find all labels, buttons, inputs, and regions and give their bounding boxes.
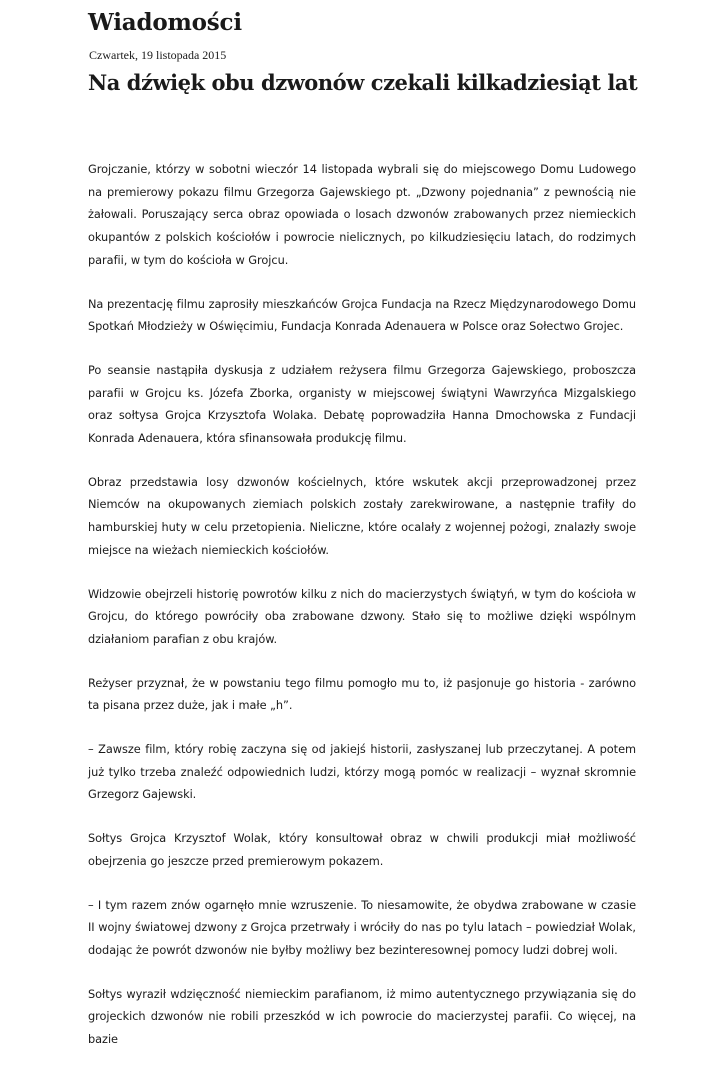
paragraph-10: Sołtys wyraził wdzięczność niemieckim parafianom, iż mimo autentycznego przywiązania się do grojeckich dzwonów nie robili przeszkód w ich powrocie do macierzystej parafii. Co więcej, na bazie <box>88 986 636 1047</box>
article-headline: Na dźwięk obu dzwonów czekali kilkadziesiąt lat <box>88 70 638 95</box>
section-title: Wiadomości <box>88 9 242 36</box>
paragraph-4: Obraz przedstawia losy dzwonów kościelnych, które wskutek akcji przeprowadzonej przez Niemców na okupowanych ziemiach polskich zostały zarekwirowane, a następnie trafiły do hamburskiej huty w celu przetopienia. Nieliczne, które ocalały z wojennej pożogi, znalazły swoje miejsce na wieżach niemieckich kościołów. <box>88 474 636 557</box>
article-date: Czwartek, 19 listopada 2015 <box>89 48 227 62</box>
paragraph-8: Sołtys Grojca Krzysztof Wolak, który konsultował obraz w chwili produkcji miał możliwość obejrzenia go jeszcze przed premierowym pokazem. <box>88 831 636 868</box>
paragraph-7: – Zawsze film, który robię zaczyna się od jakiejś historii, zasłyszanej lub przeczytanej. A potem już tylko trzeba znaleźć odpowiednich ludzi, którzy mogą pomóc w realizacji – wyznał skromnie Grzegorz Gajewski. <box>88 742 636 802</box>
paragraph-9: – I tym razem znów ogarnęło mnie wzruszenie. To niesamowite, że obydwa zrabowane w czasie II wojny światowej dzwony z Grojca przetrwały i wróciły do nas po tylu latach – powiedział Wolak, dodając że powrót dzwonów nie byłby możliwy bez bezinteresownej pomocy ludzi dobrej woli. <box>88 897 636 957</box>
paragraph-6: Reżyser przyznał, że w powstaniu tego filmu pomogło mu to, iż pasjonuje go historia - zarówno ta pisana przez duże, jak i małe „h”. <box>88 675 636 713</box>
article-body <box>88 158 636 1072</box>
paragraph-2: Na prezentację filmu zaprosiły mieszkańców Grojca Fundacja na Rzecz Międzynarodowego Domu Spotkań Młodzieży w Oświęcimiu, Fundacja Konrada Adenauera w Polsce oraz Sołectwo Grojec. <box>88 296 636 334</box>
paragraph-5: Widzowie obejrzeli historię powrotów kilku z nich do macierzystych świątyń, w tym do kościoła w Grojcu, do którego powróciły oba zrabowane dzwony. Stało się to możliwe dzięki wspólnym działaniom parafian z obu krajów. <box>88 586 636 646</box>
paragraph-3: Po seansie nastąpiła dyskusja z udziałem reżysera filmu Grzegorza Gajewskiego, proboszcza parafii w Grojcu ks. Józefa Zborka, organisty w miejscowej świątyni Wawrzyńca Mizgalskiego oraz sołtysa Grojca Krzysztofa Wolaka. Debatę poprowadziła Hanna Dmochowska z Fundacji Konrada Adenauera, która sfinansowała produkcję filmu. <box>88 362 636 446</box>
paragraph-1: Grojczanie, którzy w sobotni wieczór 14 listopada wybrali się do miejscowego Domu Ludowego na premierowy pokazu filmu Grzegorza Gajewskiego pt. „Dzwony pojednania” z pewnością nie żałowali. Poruszający serca obraz opowiada o losach dzwonów zrabowanych przez niemieckich okupantów z polskich kościołów i powrocie nielicznych, po kilkudziesięciu latach, do rodzimych parafii, w tym do kościoła w Grojcu. <box>88 162 636 267</box>
